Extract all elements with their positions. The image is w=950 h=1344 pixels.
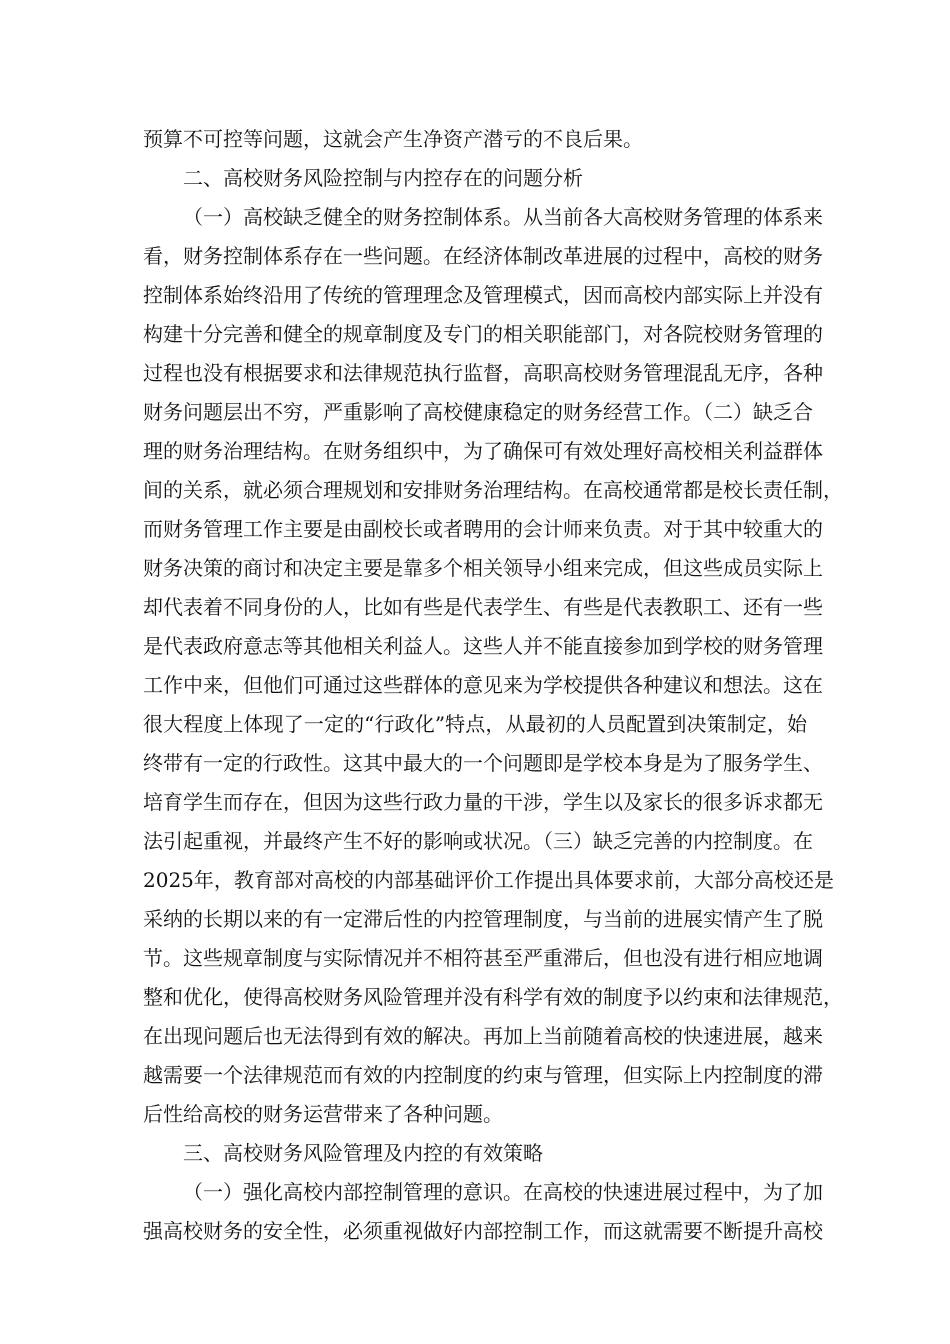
paragraph-line: 节。这些规章制度与实际情况并不相符甚至严重滞后，但也没有进行相应地调 [143,946,823,970]
paragraph-line: 财务决策的商讨和决定主要是靠多个相关领导小组来完成，但这些成员实际上 [143,556,823,580]
paragraph-line: 强高校财务的安全性，必须重视做好内部控制工作，而这就需要不断提升高校 [143,1219,823,1243]
paragraph-line: 是代表政府意志等其他相关利益人。这些人并不能直接参加到学校的财务管理 [143,634,823,658]
paragraph-line: 工作中来，但他们可通过这些群体的意见来为学校提供各种建议和想法。这在 [143,673,823,697]
paragraph-line: 财务问题层出不穷，严重影响了高校健康稳定的财务经营工作。（二）缺乏合 [143,400,813,424]
section-heading: 三、高校财务风险管理及内控的有效策略 [183,1141,543,1165]
paragraph-line: 构建十分完善和健全的规章制度及专门的相关职能部门，对各院校财务管理的 [143,322,823,346]
paragraph-line: 很大程度上体现了一定的“行政化”特点，从最初的人员配置到决策制定，始 [143,712,807,736]
paragraph-line: 培育学生而存在，但因为这些行政力量的干涉，学生以及家长的很多诉求都无 [143,790,823,814]
paragraph-line: 理的财务治理结构。在财务组织中，为了确保可有效处理好高校相关利益群体 [143,439,823,463]
paragraph-line: 过程也没有根据要求和法律规范执行监督，高职高校财务管理混乱无序，各种 [143,361,823,385]
section-heading: 二、高校财务风险控制与内控存在的问题分析 [183,166,583,190]
paragraph-line: 法引起重视，并最终产生不好的影响或状况。（三）缺乏完善的内控制度。在 [143,829,813,853]
paragraph-line: 采纳的长期以来的有一定滞后性的内控管理制度，与当前的进展实情产生了脱 [143,907,823,931]
paragraph-line: （一）强化高校内部控制管理的意识。在高校的快速进展过程中，为了加 [183,1180,823,1204]
paragraph-line: 却代表着不同身份的人，比如有些是代表学生、有些是代表教职工、还有一些 [143,595,823,619]
paragraph-line: 终带有一定的行政性。这其中最大的一个问题即是学校本身是为了服务学生、 [143,751,823,775]
paragraph-line: 在出现问题后也无法得到有效的解决。再加上当前随着高校的快速进展，越来 [143,1024,823,1048]
paragraph-line: 控制体系始终沿用了传统的管理理念及管理模式，因而高校内部实际上并没有 [143,283,823,307]
paragraph-line: 间的关系，就必须合理规划和安排财务治理结构。在高校通常都是校长责任制， [143,478,843,502]
paragraph-line: 2025年，教育部对高校的内部基础评价工作提出具体要求前，大部分高校还是 [143,868,834,892]
paragraph-line: 整和优化，使得高校财务风险管理并没有科学有效的制度予以约束和法律规范， [143,985,843,1009]
paragraph-line: 后性给高校的财务运营带来了各种问题。 [143,1102,503,1126]
paragraph-line: （一）高校缺乏健全的财务控制体系。从当前各大高校财务管理的体系来 [183,205,823,229]
paragraph-line: 预算不可控等问题，这就会产生净资产潜亏的不良后果。 [143,127,643,151]
paragraph-line: 越需要一个法律规范而有效的内控制度的约束与管理，但实际上内控制度的滞 [143,1063,823,1087]
paragraph-line: 看，财务控制体系存在一些问题。在经济体制改革进展的过程中，高校的财务 [143,244,823,268]
paragraph-line: 而财务管理工作主要是由副校长或者聘用的会计师来负责。对于其中较重大的 [143,517,823,541]
